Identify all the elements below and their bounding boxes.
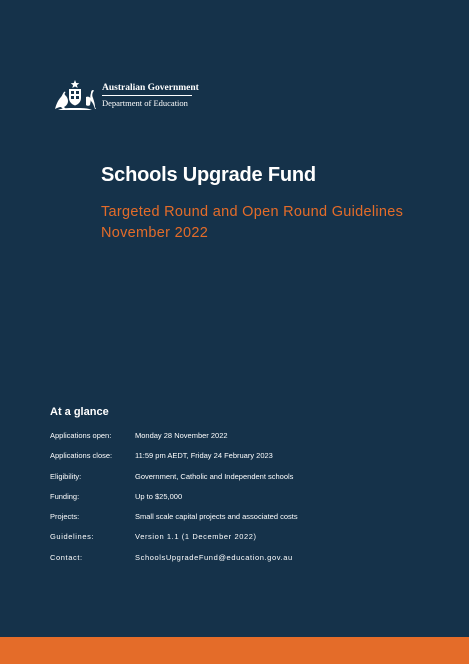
row-contact [50,553,450,573]
row-value: Up to $25,000 [135,491,183,501]
row-label: Applications close: [50,451,113,461]
document-subtitle [101,202,403,244]
row-guidelines [50,532,450,552]
subtitle-date: November 2022 [101,225,209,241]
row-label: Eligibility: [50,471,82,481]
logo-text [102,83,199,108]
logo-department-name: Department of Education [102,97,188,108]
row-label: Guidelines: [50,532,95,542]
logo-divider [102,95,192,96]
row-projects [50,512,450,532]
row-applications-open [50,431,450,451]
at-a-glance-list [50,431,450,573]
row-value: 11:59 pm AEDT, Friday 24 February 2023 [135,451,273,461]
row-value: Government, Catholic and Independent schools [135,471,294,481]
row-eligibility [50,472,450,492]
government-logo [52,78,202,112]
row-label: Projects: [50,512,80,522]
logo-government-name: Australian Government [102,82,199,93]
row-value: Version 1.1 (1 December 2022) [135,532,257,542]
row-applications-close [50,451,450,471]
row-label: Contact: [50,552,83,562]
at-a-glance-heading: At a glance [50,406,109,418]
row-funding [50,492,450,512]
footer-accent-bar [0,637,469,664]
document-title: Schools Upgrade Fund [101,164,316,186]
commonwealth-coat-of-arms-icon [52,79,98,111]
subtitle-line-1: Targeted Round and Open Round Guidelines [101,204,404,220]
row-value: Monday 28 November 2022 [135,431,228,440]
row-value: Small scale capital projects and associated costs [135,512,298,522]
row-label: Applications open: [50,431,112,440]
row-label: Funding: [50,491,80,501]
contact-email-link[interactable]: SchoolsUpgradeFund@education.gov.au [135,552,293,562]
